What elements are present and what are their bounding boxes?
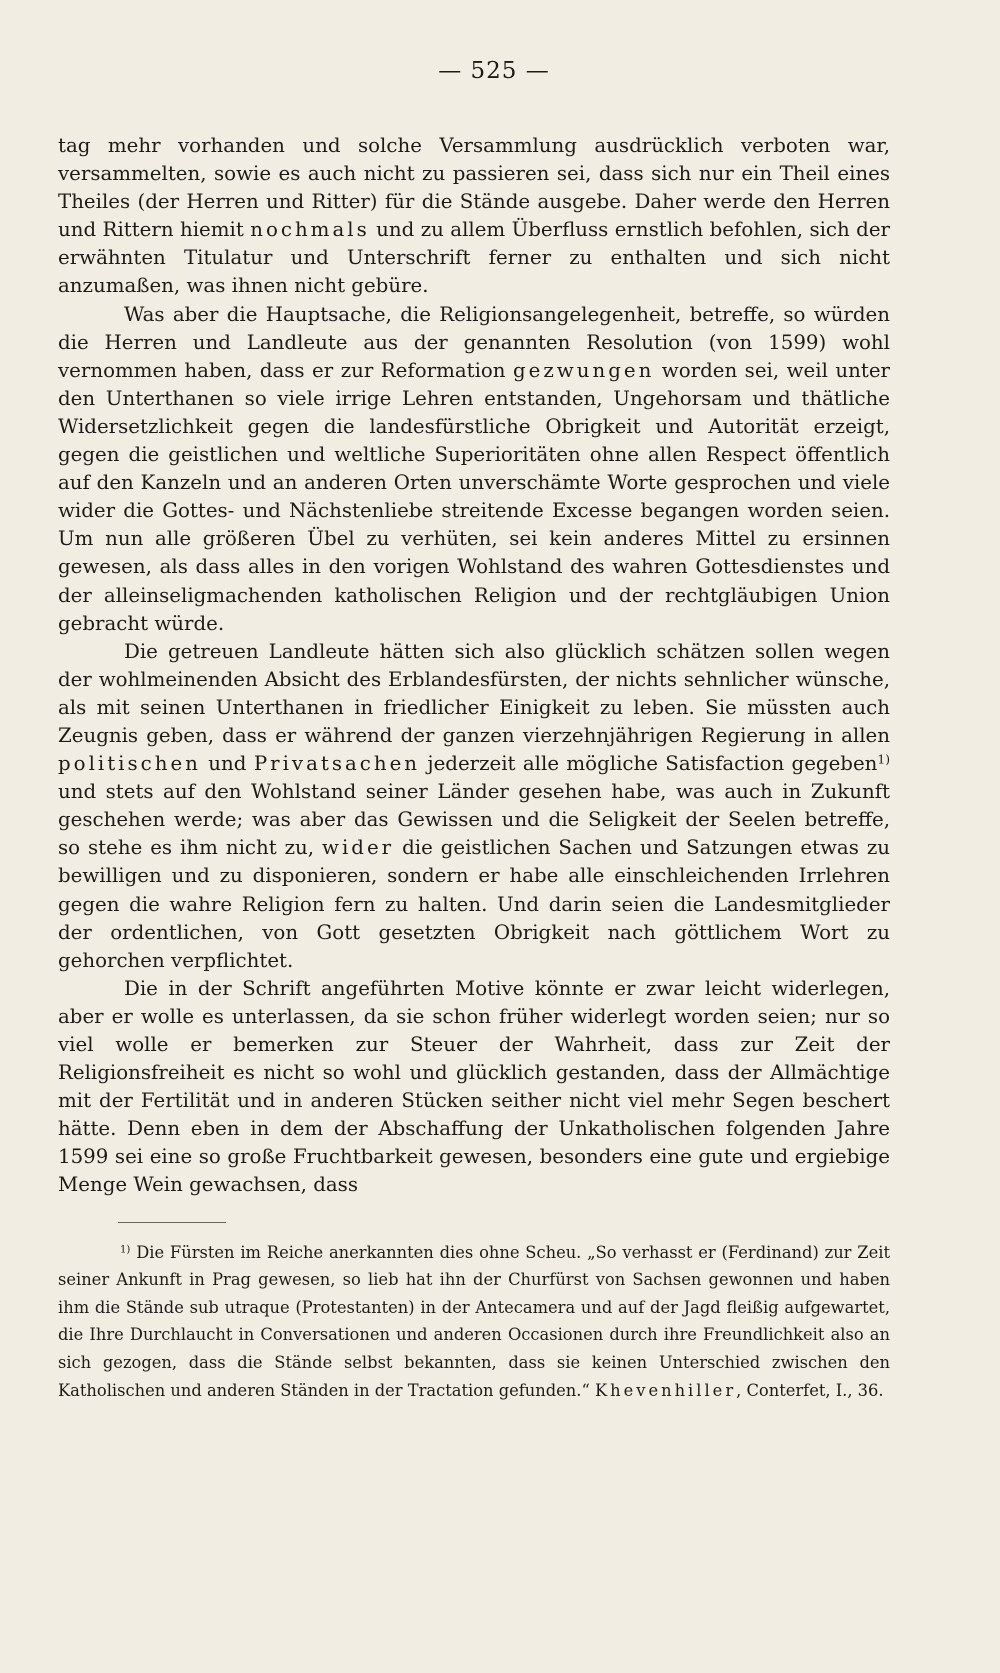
emphasis-spaced: wider: [322, 836, 395, 860]
text-segment: tag mehr vorhanden und solche Versammlung ausdrücklich verboten war, versammelten, sowie es auch nicht zu passieren sei, dass sich nur ein Theil eines Theiles (der Herren und Ritter) für die Stände ausgebe. Daher werde den Herren und Rittern hiemit: [58, 134, 890, 242]
emphasis-spaced: politischen: [58, 752, 201, 776]
footnote-marker[interactable]: 1): [877, 752, 890, 767]
footnote-text: Die Fürsten im Reiche anerkannten dies ohne Scheu. „So verhasst er (Ferdinand) zur Zeit seiner Ankunft in Prag gewesen, so lieb hat ihn der Churfürst von Sachsen gewonnen und haben ihm die Stände sub utraque (Protestanten) in der Antecamera und auf der Jagd fleißig aufgewartet, die Ihre Durchlaucht in Conversationen und anderen Occasionen durch ihre Freundlichkeit also an sich gezogen, dass die Stände selbst bekannten, dass sie keinen Unterschied zwischen den Katholischen und anderen Ständen in der Tractation gefunden.“: [58, 1242, 890, 1400]
emphasis-spaced: gezwungen: [513, 358, 655, 382]
body-text: [58, 132, 890, 1200]
emphasis-spaced: nochmals: [250, 218, 370, 242]
paragraph: [58, 301, 890, 638]
footnote-text: , Conterfet, I., 36.: [736, 1380, 884, 1400]
paragraph: [58, 975, 890, 1200]
text-segment: und stets auf den Wohlstand seiner Länder gesehen habe, was auch in Zukunft geschehen werde; was aber das Gewissen und die Seligkeit der Seelen betreffe, so stehe es ihm nicht zu,: [58, 780, 890, 860]
text-segment: jederzeit alle mögliche Satisfaction gegeben: [420, 752, 878, 776]
page-number: — 525 —: [438, 58, 550, 84]
text-segment: Die getreuen Landleute hätten sich also glücklich schätzen sollen wegen der wohlmeinenden Absicht des Erblandesfürsten, der nichts sehnlicher wünsche, als mit seinen Unterthanen in friedlicher Einigkeit zu leben. Sie müssten auch Zeugnis geben, dass er während der ganzen vierzehnjährigen Regierung in allen: [58, 639, 890, 747]
text-segment: die geistlichen Sachen und Satzungen etwas zu bewilligen und zu disponieren, sondern er habe alle einschleichenden Irrlehren gegen die wahre Religion fern zu halten. Und darin seien die Landesmitglieder der ordentlichen, von Gott gesetzten Obrigkeit nach göttlichem Wort zu gehorchen verpflichtet.: [58, 836, 890, 972]
text-segment: und zu allem Überfluss ernstlich befohlen, sich der erwähnten Titulatur und Unterschrift ferner zu enthalten und sich nicht anzumaßen, was ihnen nicht gebüre.: [58, 218, 890, 298]
footnote-divider: [118, 1222, 226, 1223]
text-segment: Die in der Schrift angeführten Motive könnte er zwar leicht widerlegen, aber er wolle es unterlassen, da sie schon früher widerlegt worden seien; nur so viel wolle er bemerken zur Steuer der Wahrheit, dass zur Zeit der Religionsfreiheit es nicht so wohl und glücklich gestanden, dass der Allmächtige mit der Fertilität und in anderen Stücken seither nicht viel mehr Segen beschert hätte. Denn eben in dem der Abschaffung der Unkatholischen folgenden Jahre 1599 sei eine so große Fruchtbarkeit gewesen, besonders eine gute und ergiebige Menge Wein gewachsen, dass: [58, 976, 890, 1197]
text-segment: Was aber die Hauptsache, die Religionsangelegenheit, betreffe, so würden die Herren und Landleute aus der genannten Resolution (von 1599) wohl vernommen haben, dass er zur Reformation: [58, 302, 890, 382]
footnote-author: Khevenhiller: [594, 1380, 737, 1400]
footnote: [58, 1239, 890, 1405]
emphasis-spaced: Privatsachen: [253, 752, 421, 776]
footnote-number: 1): [120, 1244, 131, 1256]
text-segment: worden sei, weil unter den Unterthanen so viele irrige Lehren entstanden, Ungehorsam und thätliche Widersetzlichkeit gegen die landesfürstliche Obrigkeit und Autorität erzeigt, gegen die geistlichen und weltliche Superioritäten ohne allen Respect öffentlich auf den Kanzeln und an anderen Orten unverschämte Worte gesprochen und viele wider die Gottes- und Nächstenliebe streitende Excesse begangen worden seien. Um nun alle größeren Übel zu verhüten, sei kein anderes Mittel zu ersinnen gewesen, als dass alles in den vorigen Wohlstand des wahren Gottesdienstes und der alleinseligmachenden katholischen Religion und der rechtgläubigen Union gebracht würde.: [58, 358, 890, 635]
paragraph: [58, 132, 890, 301]
paragraph: [58, 638, 890, 975]
text-segment: und: [200, 752, 254, 776]
